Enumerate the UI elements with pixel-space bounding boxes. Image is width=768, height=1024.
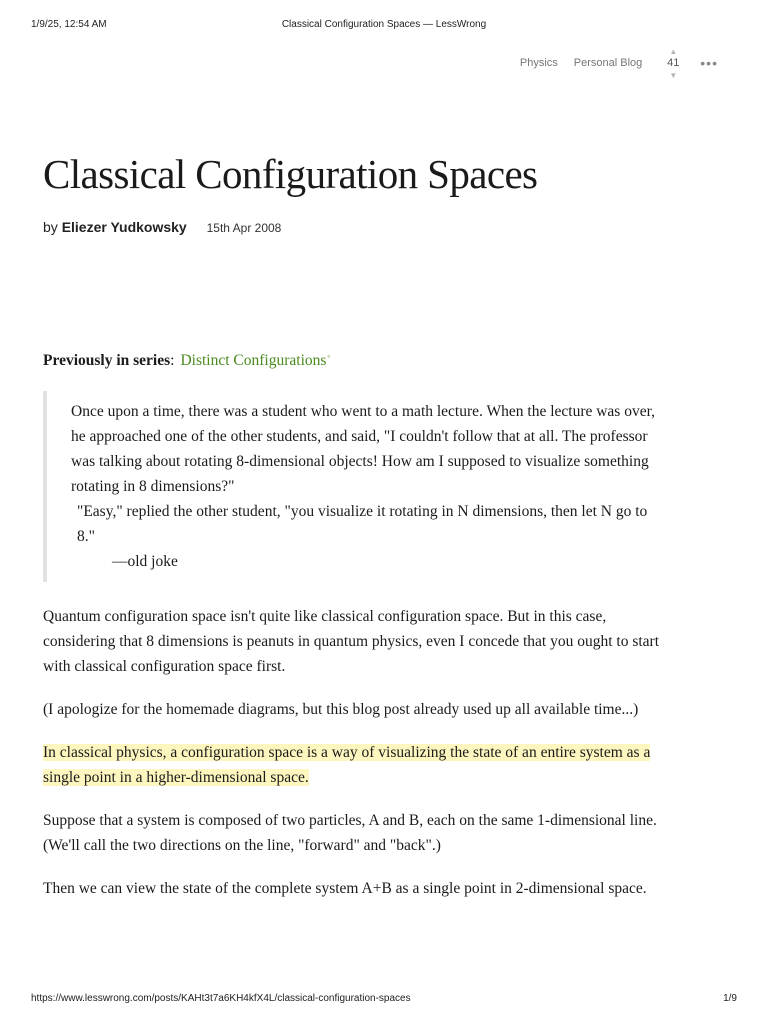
author-link[interactable]: Eliezer Yudkowsky — [61, 219, 187, 235]
series-link-text: Distinct Configurations — [180, 352, 327, 369]
quote-attribution: —old joke — [112, 553, 178, 570]
upvote-arrow-icon[interactable]: ▲ — [669, 46, 678, 56]
quote-paragraph-2: "Easy," replied the other student, "you visualize it rotating in N dimensions, then let N go to 8." — [77, 503, 648, 545]
paragraph-3-highlighted — [43, 740, 673, 790]
tag-physics[interactable]: Physics — [519, 57, 558, 69]
print-footer — [0, 993, 768, 1007]
joke-quote — [43, 391, 673, 582]
series-label: Previously in series — [43, 352, 171, 369]
highlighted-text: In classical physics, a configuration space is a way of visualizing the state of an entire system as a single point in a higher-dimensional space. — [43, 744, 651, 786]
paragraph-5: Then we can view the state of the complete system A+B as a single point in 2-dimensional space. — [43, 880, 647, 897]
post-date: 15th Apr 2008 — [206, 221, 282, 235]
print-page-title: Classical Configuration Spaces — LessWrong — [281, 19, 487, 30]
post-body — [43, 346, 673, 919]
print-datetime: 1/9/25, 12:54 AM — [31, 19, 107, 30]
karma-score: 41 — [667, 56, 680, 69]
print-url: https://www.lesswrong.com/posts/KAHt3t7a6KH4kfX4L/classical-configuration-spaces — [31, 993, 411, 1004]
post-topbar — [504, 45, 718, 81]
byline-by: by — [43, 219, 58, 235]
tag-personal-blog[interactable]: Personal Blog — [573, 57, 643, 69]
series-link[interactable] — [180, 352, 330, 369]
paragraph-1: Quantum configuration space isn't quite like classical configuration space. But in this case, considering that 8 dimensions is peanuts in quantum physics, even I concede that you ought to start with classical configuration space first. — [43, 608, 660, 675]
post-byline — [43, 219, 281, 235]
quote-paragraph-1: Once upon a time, there was a student who went to a math lecture. When the lecture was over, he approached one of the other students, and said, "I couldn't follow that at all. The professor was talking about rotating 8-dimensional objects! How am I supposed to visualize something rotating in 8 dimensions?" — [71, 403, 656, 495]
paragraph-4: Suppose that a system is composed of two particles, A and B, each on the same 1-dimensional line. (We'll call the two directions on the line, "forward" and "back".) — [43, 812, 657, 854]
series-nav: Previously in series: Distinct Configurations° — [43, 352, 331, 369]
print-header — [0, 19, 768, 33]
post-title: Classical Configuration Spaces — [43, 151, 538, 197]
paragraph-2: (I apologize for the homemade diagrams, but this blog post already used up all available time...) — [43, 701, 639, 718]
series-link-marker: ° — [327, 354, 331, 362]
vote-widget — [664, 47, 682, 80]
downvote-arrow-icon[interactable]: ▼ — [669, 70, 678, 80]
print-page-number: 1/9 — [723, 993, 737, 1004]
more-options-icon[interactable]: ••• — [700, 55, 718, 71]
